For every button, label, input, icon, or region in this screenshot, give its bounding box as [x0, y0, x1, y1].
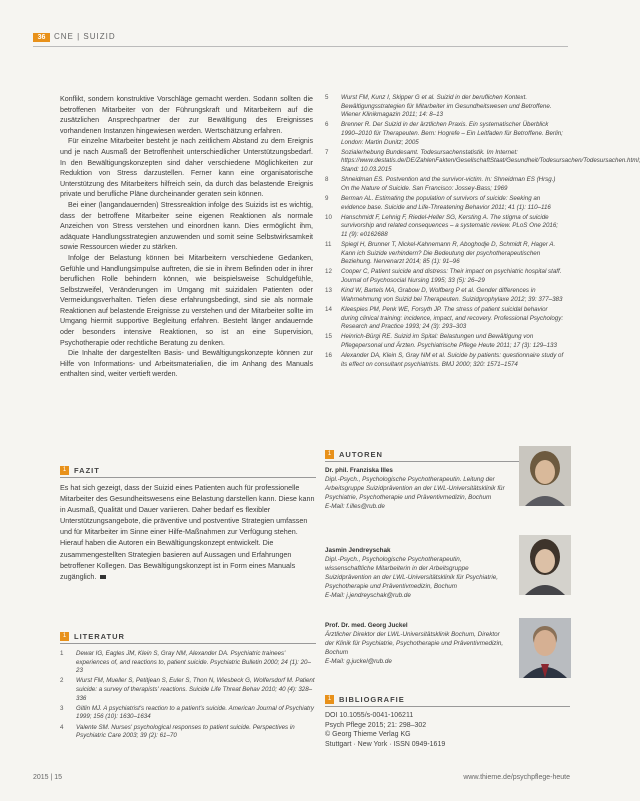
literatur-rule [60, 643, 316, 644]
header-rule [33, 46, 568, 47]
author-email: E-Mail: f.illes@rub.de [325, 503, 385, 510]
bibliografie-line: © Georg Thieme Verlag KG [325, 731, 411, 739]
page-header [0, 0, 601, 48]
reference-text: Cooper C, Patient suicide and distress: Their impact on psychiatric hospital staff. Journal of Psychosocial Nursing 1995; 33 (5): 26–29 [341, 268, 562, 285]
reference-number: 10 [325, 213, 332, 221]
reference-item [325, 195, 565, 212]
reference-list-continued [325, 94, 640, 371]
literatur-label: LITERATUR [74, 631, 125, 641]
reference-item [325, 176, 565, 193]
reference-item [325, 333, 565, 350]
reference-text: Wurst FM, Mueller S, Petitjean S, Euler S, Thon N, Wiesbeck G, Wolfersdorf M. Patient suicide: a survey of therapists' reactions. Suicide Life Threat Behav 2010; 40 (4): 328–336 [76, 677, 315, 702]
reference-text: Sozialerhebung Bundesamt. Todesursachenstatistik. Im Internet: https://www.destatis.de/DE/ZahlenFakten/GesellschaftStaat/Gesundheit/Todesursachen/Todesursachen.html; Stand: 10.03.2015 [341, 148, 640, 173]
reference-item [60, 677, 316, 703]
literatur-marker: 1 [60, 632, 69, 641]
body-paragraph: Die Inhalte der dargestellten Basis- und Bewältigungskonzepte können zur Hilfe von Informations- und Arbeitsmaterialien, die im Anhang des Manuals enthalten sind, weiter vertieft werden. [60, 349, 313, 379]
literatur-list [60, 650, 316, 742]
reference-item [325, 287, 565, 304]
reference-text: Gitlin MJ. A psychiatrist's reaction to a patient's suicide. American Journal of Psychiatry 1999; 156 (10): 1630–1634 [76, 704, 314, 721]
reference-text: Hanschmidt F, Lehnig F, Riedel-Heller SG, Kersting A. The stigma of suicide survivorship and related consequences – a systematic review. PLoS One 2016; 11 (9): e0162688 [341, 213, 559, 238]
reference-item [325, 352, 565, 369]
reference-number: 12 [325, 268, 332, 276]
author-description: Dipl.-Psych., Psychologische Psychotherapeutin, wissenschaftliche Mitarbeiterin in der Arbeitsgruppe Suizidprävention an der LWL-Universitätsklinik für Psychiatrie, Psychotherapie und Präventivmedizin, Bochum [325, 556, 499, 590]
reference-number: 14 [325, 306, 332, 313]
body-paragraph: Konflikt, sondern konstruktive Vorschläge gemacht werden. Sodann sollten die betroffenen Mitarbeiter von der Führungskraft und Mitarbeitern auf die zusätzlichen Ansprechpartner der zur Bewältigung des Ereignisses vorhandenen Instanzen hingewiesen werden. Wertschätzung erfahren. [60, 95, 313, 135]
reference-text: Heinrich-Bürgi RE. Suizid im Spital: Belastungen und Bewältigung von Pflegepersonal und Ärzten. Psychiatrische Pflege Heute 2011; 17 (3): 129–133 [341, 333, 557, 349]
reference-text: Valente SM. Nurses' psychological responses to patient suicide. Perspectives in Psychiatric Care 2003; 39 (2): 61–70 [76, 723, 295, 740]
bibliografie-marker: 1 [325, 695, 334, 704]
autoren-label: AUTOREN [339, 449, 383, 459]
bibliografie-label: BIBLIOGRAFIE [339, 694, 405, 704]
reference-number: 13 [325, 287, 332, 295]
reference-number: 6 [325, 121, 329, 129]
bibliografie-line: Psych Pflege 2015; 21: 298–302 [325, 721, 427, 729]
reference-item [325, 306, 565, 332]
reference-text: Alexander DA, Klein S, Gray NM et al. Suicide by patients: questionnaire study of its effect on consultant psychiatrists. BMJ 2000; 320: 1571–1574 [341, 352, 564, 368]
author-photo [519, 446, 571, 506]
fazit-marker: 1 [60, 466, 69, 475]
reference-item [60, 705, 316, 722]
fazit-text: Es hat sich gezeigt, dass der Suizid eines Patienten auch für professionelle Mitarbeiter des Gesundheitswesens eine Belastung darstellen kann. Diese kann in Ausmaß, Qualität und Dauer variieren. Daher bedarf es flexibler Unterstützungsangebote, die präventive und postventive Strategien umfassen und für Mitarbeiter im Sinne einer Hilfe-Maßnahmen zur Verfügung stehen. Hierauf haben die Autoren ein Bewältigungskonzept entwickelt. Die zusammengestellten Strategien basieren auf Aussagen und Erfahrungen betroffener Kollegen. Das Bewältigungskonzept ist in Form eines Manuals zugänglich. [60, 483, 315, 581]
bibliografie-line: DOI 10.1055/s-0041-106211 [325, 712, 414, 719]
author-email: E-Mail: j.jendreyschak@rub.de [325, 592, 411, 599]
author-name: Dr. phil. Franziska Illes [325, 467, 393, 474]
author-photo [519, 618, 571, 678]
reference-number: 7 [325, 148, 329, 156]
reference-text: Shneidman ES. Postvention and the survivor-victim. In: Shneidman ES (Hrsg.) On the Nature of Suicide. San Francisco: Jossey-Bass; 1969 [341, 176, 556, 192]
author-description: Dipl.-Psych., Psychologische Psychotherapeutin. Leitung der Arbeitsgruppe Suizidprävention an der LWL-Universitätsklinik für Psychiatrie, Psychotherapie und Präventivmedizin, Bochum [325, 476, 505, 501]
end-mark [100, 575, 106, 579]
bibliografie-line: Stuttgart · New York · ISSN 0949-1619 [325, 740, 446, 748]
autoren-heading [325, 448, 383, 460]
bibliografie-heading [325, 693, 405, 705]
autoren-marker: 1 [325, 450, 334, 459]
reference-number: 16 [325, 352, 332, 360]
reference-number: 3 [60, 704, 64, 712]
reference-number: 9 [325, 194, 329, 202]
author-entry [325, 546, 510, 600]
reference-text: Kleespies PM, Penk WE, Forsyth JP. The stress of patient suicidal behavior during clinical training: incidence, impact, and recovery. Professional Psychology: Research and Practice 1993; 24 (3): 293–303 [341, 306, 564, 331]
reference-number: 5 [325, 94, 329, 101]
author-email: E-Mail: g.juckel@rub.de [325, 658, 392, 665]
reference-number: 2 [60, 677, 64, 685]
reference-text: Brenner R. Der Suizid in der ärztlichen Praxis. Ein systematischer Überblick 1990–2010 für Therapeuten. Bern: Hogrefe – Ein Leitfaden für Betroffene. Berlin; London: Martin Dunitz; 2005 [341, 121, 563, 146]
section-badge: 36 [33, 33, 50, 42]
author-photo [519, 535, 571, 595]
fazit-text-block [60, 482, 316, 582]
author-entry [325, 466, 510, 511]
body-paragraph: Infolge der Belastung können bei Mitarbeitern verschiedene Gedanken, Gefühle und Handlungsimpulse auftreten, die sie in ihrem Befinden oder in ihrer beruflichen Rolle behindern können, wie beispielsweise Schuldgefühle, Selbstzweifel, Veränderungen im Umgang mit suizidalen Patienten oder Vermeidungsverhalten. Tiefen diese erfahrungsbedingt, sind sie als normale Reaktionen auf belastende Ereignisse zu verstehen und der Mitarbeiter sollte im Umgang hiermit supportive Begleitung erfahren. Besteht länger andauernde oder besonders intensive Reaktionen, so ist an eine Supervision, Psychotherapie oder rechtliche Beratung zu denken. [60, 253, 313, 347]
reference-text: Spiegl H, Brunner T, Nickel-Kahnemann R, Aboghodje D, Schmidt R, Hager A. Kann ich Suizide verhindern? Die Bedeutung der psychotherapeutischen Beziehung. Nervenarzt 2014; 85 (1): 91–96 [341, 241, 556, 266]
author-name: Prof. Dr. med. Georg Juckel [325, 622, 408, 629]
fazit-rule [60, 477, 316, 478]
fazit-label: FAZIT [74, 465, 100, 475]
body-paragraph: Bei einer (langandauernden) Stressreaktion infolge des Suizids ist es wichtig, dass der betroffene Mitarbeiter seine eigenen Reaktionen als normale Anzeichen von Stress verstehen und einordnen kann. Dies ermöglicht ihm, adäquate Handlungsstrategien anzuwenden und somit seine Selbstwirksamkeit sowie Ressourcen wieder zu stärken. [60, 200, 313, 252]
body-paragraph: Für einzelne Mitarbeiter besteht je nach zeitlichem Abstand zu dem Ereignis und je nach Ausmaß der Betroffenheit unterschiedlicher Unterstützungsbedarf. In den Bewältigungskonzepten sind daher verschiedene Möglichkeiten zur Reduktion von Stress darzustellen. Ferner kann eine organisatorische Unterstützung des Mitarbeiters hilfreich sein, da durch das belastende Ereignis private und berufliche Pläne durcheinander geraten sein können. [60, 137, 313, 199]
footer-issue: 2015 | 15 [33, 774, 63, 781]
reference-number: 1 [60, 650, 64, 657]
reference-item [325, 268, 565, 285]
bibliografie-text [325, 711, 565, 749]
reference-text: Dewar IG, Eagles JM, Klein S, Gray NM, Alexander DA. Psychiatric trainees' experiences of, and reactions to, patient suicide. Psychiatric Bulletin 2000; 24 (1): 20–23 [76, 650, 311, 675]
body-text-column [60, 94, 313, 380]
reference-number: 8 [325, 176, 329, 184]
reference-item [60, 724, 316, 741]
fazit-heading [60, 464, 100, 476]
footer-url: www.thieme.de/psychpflege-heute [463, 774, 570, 781]
author-name: Jasmin Jendreyschak [325, 547, 391, 554]
reference-item [325, 214, 565, 240]
author-description: Ärztlicher Direktor der LWL-Universitätsklinik Bochum, Direktor der Klinik für Psychiatrie, Psychotherapie und Präventivmedizin, Bochum [325, 631, 504, 656]
reference-text: Wurst FM, Kunz I, Skipper G et al. Suizid in der beruflichen Kontext. Bewältigungsstrategien für Mitarbeiter im Gesundheitswesen und Betroffene. Wiener Klinikmagazin 2011; 14: 8–13 [341, 94, 552, 119]
reference-item [325, 241, 565, 267]
reference-number: 15 [325, 333, 332, 341]
bibliografie-rule [325, 706, 570, 707]
reference-number: 4 [60, 723, 64, 731]
section-label: CNE | SUIZID [54, 32, 116, 41]
reference-item [325, 121, 565, 147]
reference-text: Berman AL. Estimating the population of survivors of suicide: Seeking an evidence base. Suicide and Life-Threatening Behavior 2011; 41 (1): 110–116 [341, 194, 551, 211]
reference-item [325, 94, 565, 120]
reference-number: 11 [325, 241, 332, 249]
author-entry [325, 621, 510, 666]
reference-text: Kind W, Bartels MA, Grabow D, Wolfberg P et al. Gender differences in Wahrnehmung von Suizid bei Therapeuten. Suizidprophylaxe 2012; 39: 377–383 [341, 287, 563, 303]
reference-item [325, 148, 640, 175]
literatur-heading [60, 630, 125, 642]
reference-item [60, 650, 316, 676]
